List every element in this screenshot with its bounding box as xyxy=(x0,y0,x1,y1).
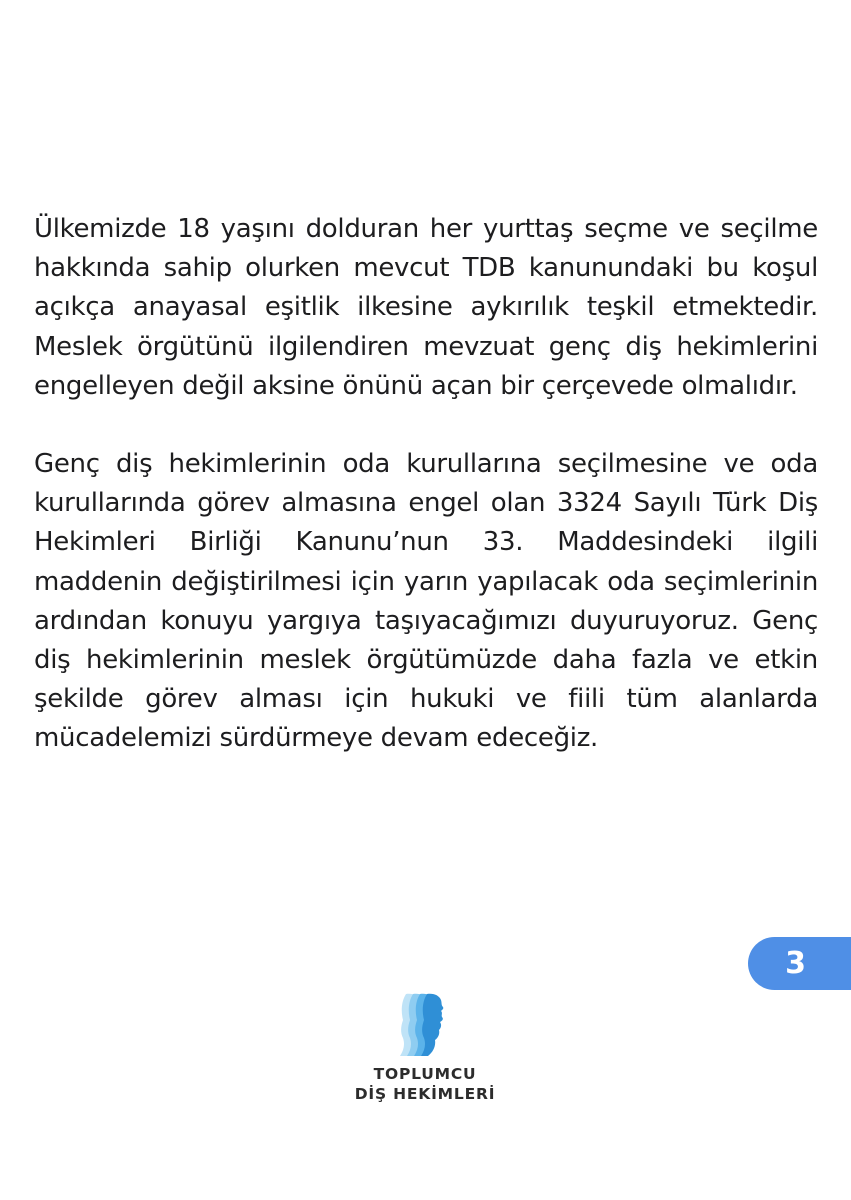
layered-faces-logo-icon xyxy=(398,992,450,1058)
paragraph-1: Ülkemizde 18 yaşını dolduran her yurttaş seçme ve seçilme hakkında sahip olurken mevcut TDB kanunundaki bu koşul açıkça anayasal eşitlik ilkesine aykırılık teşkil etmektedir. Meslek örgütünü ilgilendiren mevzuat genç diş hekimlerini engelleyen değil aksine önünü açan bir çerçevede olmalıdır. xyxy=(34,214,818,401)
page-number: 3 xyxy=(785,946,806,981)
logo-wordmark xyxy=(320,1064,530,1104)
logo-line-1: TOPLUMCU xyxy=(373,1065,477,1083)
page-number-badge xyxy=(748,937,851,990)
article-body xyxy=(34,210,818,759)
paragraph-2: Genç diş hekimlerinin oda kurullarına seçilmesine ve oda kurullarında görev almasına engel olan 3324 Sayılı Türk Diş Hekimleri Birliği Kanunu’nun 33. Maddesindeki ilgili maddenin değiştirilmesi için yarın yapılacak oda seçimlerinin ardından konuyu yargıya taşıyacağımızı duyuruyoruz. Genç diş hekimlerinin meslek örgütümüzde daha fazla ve etkin şekilde görev alması için hukuki ve fiili tüm alanlarda mücadelemizi sürdürmeye devam edeceğiz. xyxy=(34,449,818,754)
logo-line-2: DİŞ HEKİMLERİ xyxy=(354,1085,496,1103)
brand-logo xyxy=(320,990,530,1120)
